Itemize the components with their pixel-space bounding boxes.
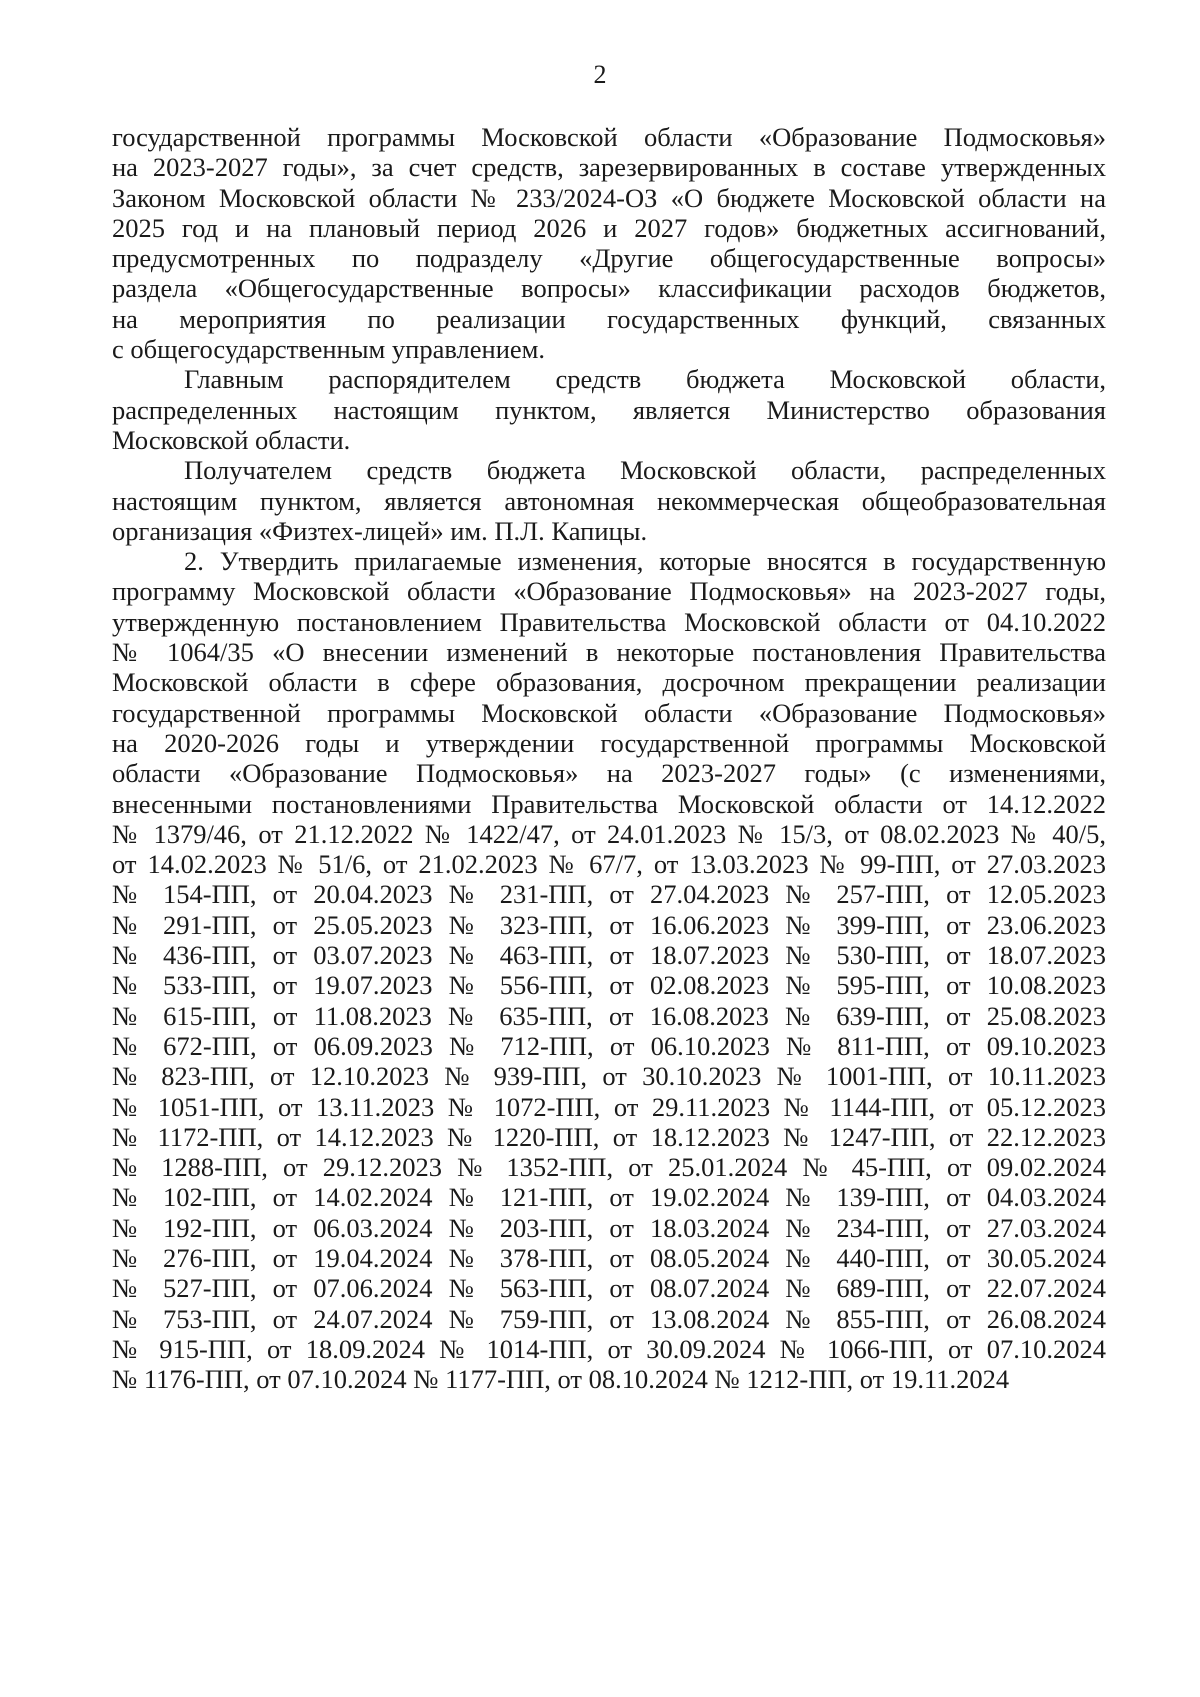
text-line: предусмотренных по подразделу «Другие общегосударственные вопросы» — [112, 243, 1106, 274]
paragraph — [112, 546, 1106, 1394]
text-line: № 527-ПП, от 07.06.2024 № 563-ПП, от 08.07.2024 № 689-ПП, от 22.07.2024 — [112, 1273, 1106, 1304]
text-line: № 1172-ПП, от 14.12.2023 № 1220-ПП, от 18.12.2023 № 1247-ПП, от 22.12.2023 — [112, 1121, 1106, 1152]
text-line: 2. Утвердить прилагаемые изменения, которые вносятся в государственную — [184, 546, 1106, 577]
text-line: № 1064/35 «О внесении изменений в некоторые постановления Правительства — [112, 637, 1106, 668]
text-line: настоящим пунктом, является автономная некоммерческая общеобразовательная — [112, 485, 1106, 516]
text-line: № 192-ПП, от 06.03.2024 № 203-ПП, от 18.03.2024 № 234-ПП, от 27.03.2024 — [112, 1212, 1106, 1243]
text-line: области «Образование Подмосковья» на 2023-2027 годы» (с изменениями, — [112, 758, 1106, 789]
text-line: 2025 год и на плановый период 2026 и 2027 годов» бюджетных ассигнований, — [112, 212, 1106, 243]
text-line: распределенных настоящим пунктом, является Министерство образования — [112, 394, 1106, 425]
text-line: организация «Физтех-лицей» им. П.Л. Капицы. — [112, 515, 648, 546]
text-line: № 753-ПП, от 24.07.2024 № 759-ПП, от 13.08.2024 № 855-ПП, от 26.08.2024 — [112, 1303, 1106, 1334]
text-line: внесенными постановлениями Правительства Московской области от 14.12.2022 — [112, 788, 1106, 819]
text-line: Получателем средств бюджета Московской области, распределенных — [184, 455, 1106, 486]
text-line: № 823-ПП, от 12.10.2023 № 939-ПП, от 30.10.2023 № 1001-ПП, от 10.11.2023 — [112, 1061, 1106, 1092]
text-line: № 291-ПП, от 25.05.2023 № 323-ПП, от 16.06.2023 № 399-ПП, от 23.06.2023 — [112, 909, 1106, 940]
text-line: № 1051-ПП, от 13.11.2023 № 1072-ПП, от 29.11.2023 № 1144-ПП, от 05.12.2023 — [112, 1091, 1106, 1122]
text-line: программу Московской области «Образование Подмосковья» на 2023-2027 годы, — [112, 576, 1106, 607]
text-line: № 154-ПП, от 20.04.2023 № 231-ПП, от 27.04.2023 № 257-ПП, от 12.05.2023 — [112, 879, 1106, 910]
text-line: Московской области в сфере образования, досрочном прекращении реализации — [112, 667, 1106, 698]
text-line: с общегосударственным управлением. — [112, 334, 546, 365]
text-line: № 533-ПП, от 19.07.2023 № 556-ПП, от 02.08.2023 № 595-ПП, от 10.08.2023 — [112, 970, 1106, 1001]
text-line: от 14.02.2023 № 51/6, от 21.02.2023 № 67/7, от 13.03.2023 № 99-ПП, от 27.03.2023 — [112, 849, 1106, 880]
text-line: государственной программы Московской области «Образование Подмосковья» — [112, 697, 1106, 728]
text-line: № 915-ПП, от 18.09.2024 № 1014-ПП, от 30.09.2024 № 1066-ПП, от 07.10.2024 — [112, 1333, 1106, 1364]
text-line: на 2023-2027 годы», за счет средств, зарезервированных в составе утвержденных — [112, 152, 1106, 183]
text-line: № 615-ПП, от 11.08.2023 № 635-ПП, от 16.08.2023 № 639-ПП, от 25.08.2023 — [112, 1000, 1106, 1031]
text-line: на мероприятия по реализации государственных функций, связанных — [112, 303, 1106, 334]
paragraph — [112, 455, 1106, 546]
text-line: № 102-ПП, от 14.02.2024 № 121-ПП, от 19.02.2024 № 139-ПП, от 04.03.2024 — [112, 1182, 1106, 1213]
text-line: государственной программы Московской области «Образование Подмосковья» — [112, 122, 1106, 152]
text-line: Московской области. — [112, 424, 351, 455]
paragraph — [112, 364, 1106, 455]
text-line: Законом Московской области № 233/2024-ОЗ «О бюджете Московской области на — [112, 182, 1106, 213]
text-line: утвержденную постановлением Правительства Московской области от 04.10.2022 — [112, 606, 1106, 637]
text-line: № 436-ПП, от 03.07.2023 № 463-ПП, от 18.07.2023 № 530-ПП, от 18.07.2023 — [112, 940, 1106, 971]
text-line: № 276-ПП, от 19.04.2024 № 378-ПП, от 08.05.2024 № 440-ПП, от 30.05.2024 — [112, 1242, 1106, 1273]
document-body — [112, 122, 1106, 1394]
text-line: № 1176-ПП, от 07.10.2024 № 1177-ПП, от 08.10.2024 № 1212-ПП, от 19.11.2024 — [112, 1364, 1010, 1395]
page-number: 2 — [593, 60, 607, 89]
paragraph — [112, 122, 1106, 364]
text-line: № 1379/46, от 21.12.2022 № 1422/47, от 24.01.2023 № 15/3, от 08.02.2023 № 40/5, — [112, 818, 1106, 849]
text-line: № 672-ПП, от 06.09.2023 № 712-ПП, от 06.10.2023 № 811-ПП, от 09.10.2023 — [112, 1030, 1106, 1061]
text-line: № 1288-ПП, от 29.12.2023 № 1352-ПП, от 25.01.2024 № 45-ПП, от 09.02.2024 — [112, 1152, 1106, 1183]
text-line: Главным распорядителем средств бюджета Московской области, — [184, 364, 1106, 395]
text-line: раздела «Общегосударственные вопросы» классификации расходов бюджетов, — [112, 273, 1106, 304]
text-line: на 2020-2026 годы и утверждении государственной программы Московской — [112, 727, 1106, 758]
